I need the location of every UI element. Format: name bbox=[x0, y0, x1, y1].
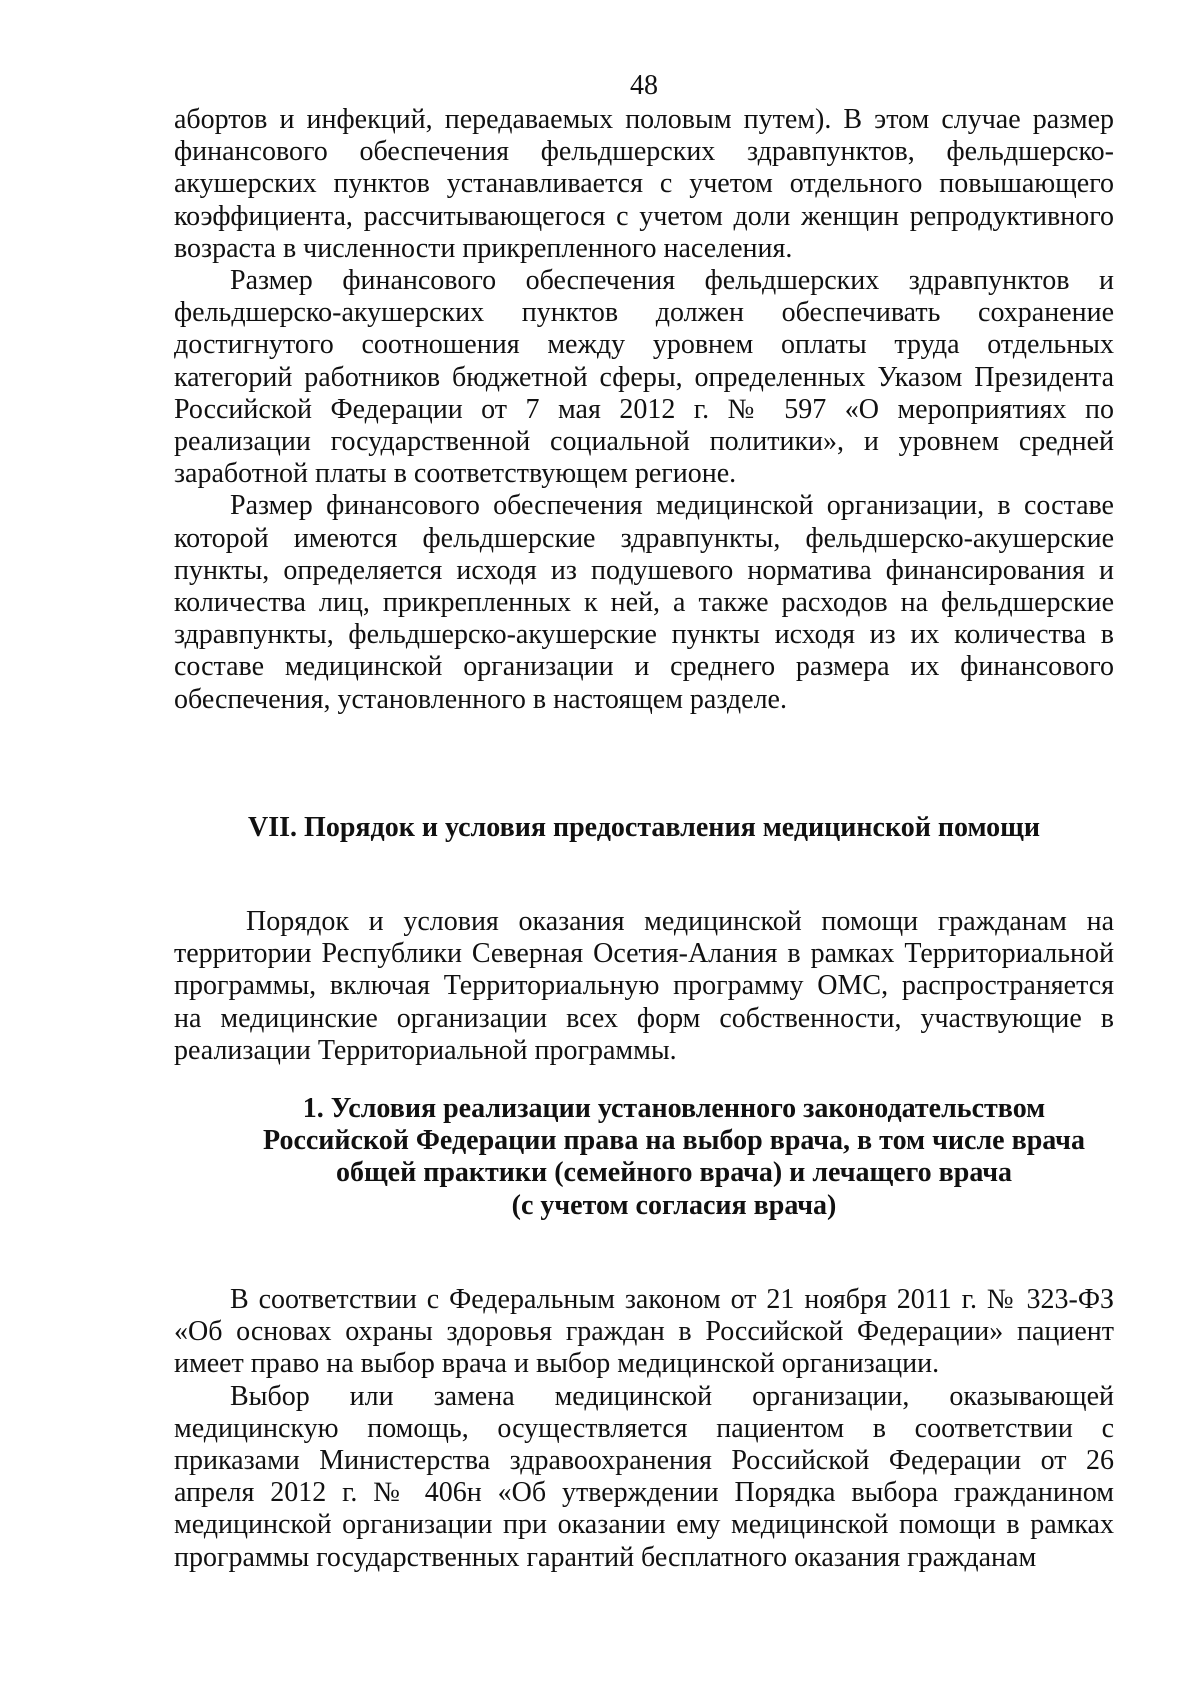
paragraph-section-intro: Порядок и условия оказания медицинской помощи гражданам на территории Республики Северная Осетия-Алания в рамках Территориальной программы, включая Территориальную программу ОМС, распространяется на медицинские организации всех форм собственности, участвующие в реализации Территориальной программы. bbox=[174, 906, 1114, 1066]
spacer bbox=[174, 844, 1114, 906]
document-page bbox=[174, 70, 1114, 1574]
paragraph-org-financing: Размер финансового обеспечения медицинской организации, в составе которой имеются фельдшерские здравпункты, фельдшерско-акушерские пункты, определяется исходя из подушевого норматива финансирования и количества лиц, прикрепленных к ней, а также расходов на фельдшерские здравпункты, фельдшерско-акушерские пункты исходя из их количества в составе медицинской организации и среднего размера их финансового обеспечения, установленного в настоящем разделе. bbox=[174, 490, 1114, 715]
subsection-heading bbox=[174, 1093, 1114, 1222]
subsection-heading-line: общей практики (семейного врача) и лечащего врача bbox=[336, 1157, 1012, 1189]
subsection-heading-line: (с учетом согласия врача) bbox=[511, 1189, 837, 1221]
spacer bbox=[174, 1222, 1114, 1284]
section-heading: VII. Порядок и условия предоставления медицинской помощи bbox=[248, 811, 1040, 843]
page-number: 48 bbox=[630, 70, 658, 101]
paragraph-right-to-choose: В соответствии с Федеральным законом от 21 ноября 2011 г. № 323-ФЗ «Об основах охраны здоровья граждан в Российской Федерации» пациент имеет право на выбор врача и выбор медицинской организации. bbox=[174, 1283, 1114, 1380]
subsection-heading-line: 1. Условия реализации установленного законодательством bbox=[302, 1093, 1046, 1125]
paragraph-fap-salary: Размер финансового обеспечения фельдшерских здравпунктов и фельдшерско-акушерских пунктов должен обеспечивать сохранение достигнутого соотношения между уровнем оплаты труда отдельных категорий работников бюджетной сферы, определенных Указом Президента Российской Федерации от 7 мая 2012 г. № 597 «О мероприятиях по реализации государственной социальной политики», и уровнем средней заработной платы в соответствующем регионе. bbox=[174, 265, 1114, 490]
paragraph-choice-of-organization: Выбор или замена медицинской организации, оказывающей медицинскую помощь, осуществляется пациентом в соответствии с приказами Министерства здравоохранения Российской Федерации от 26 апреля 2012 г. № 406н «Об утверждении Порядка выбора гражданином медицинской организации при оказании ему медицинской помощи в рамках программы государственных гарантий бесплатного оказания гражданам bbox=[174, 1380, 1114, 1573]
spacer bbox=[174, 716, 1114, 812]
spacer bbox=[174, 1067, 1114, 1093]
subsection-heading-line: Российской Федерации права на выбор врача, в том числе врача bbox=[263, 1125, 1085, 1157]
paragraph-continuation: абортов и инфекций, передаваемых половым путем). В этом случае размер финансового обеспечения фельдшерских здравпунктов, фельдшерско-акушерских пунктов устанавливается с учетом отдельного повышающего коэффициента, рассчитывающегося с учетом доли женщин репродуктивного возраста в численности прикрепленного населения. bbox=[174, 104, 1114, 264]
